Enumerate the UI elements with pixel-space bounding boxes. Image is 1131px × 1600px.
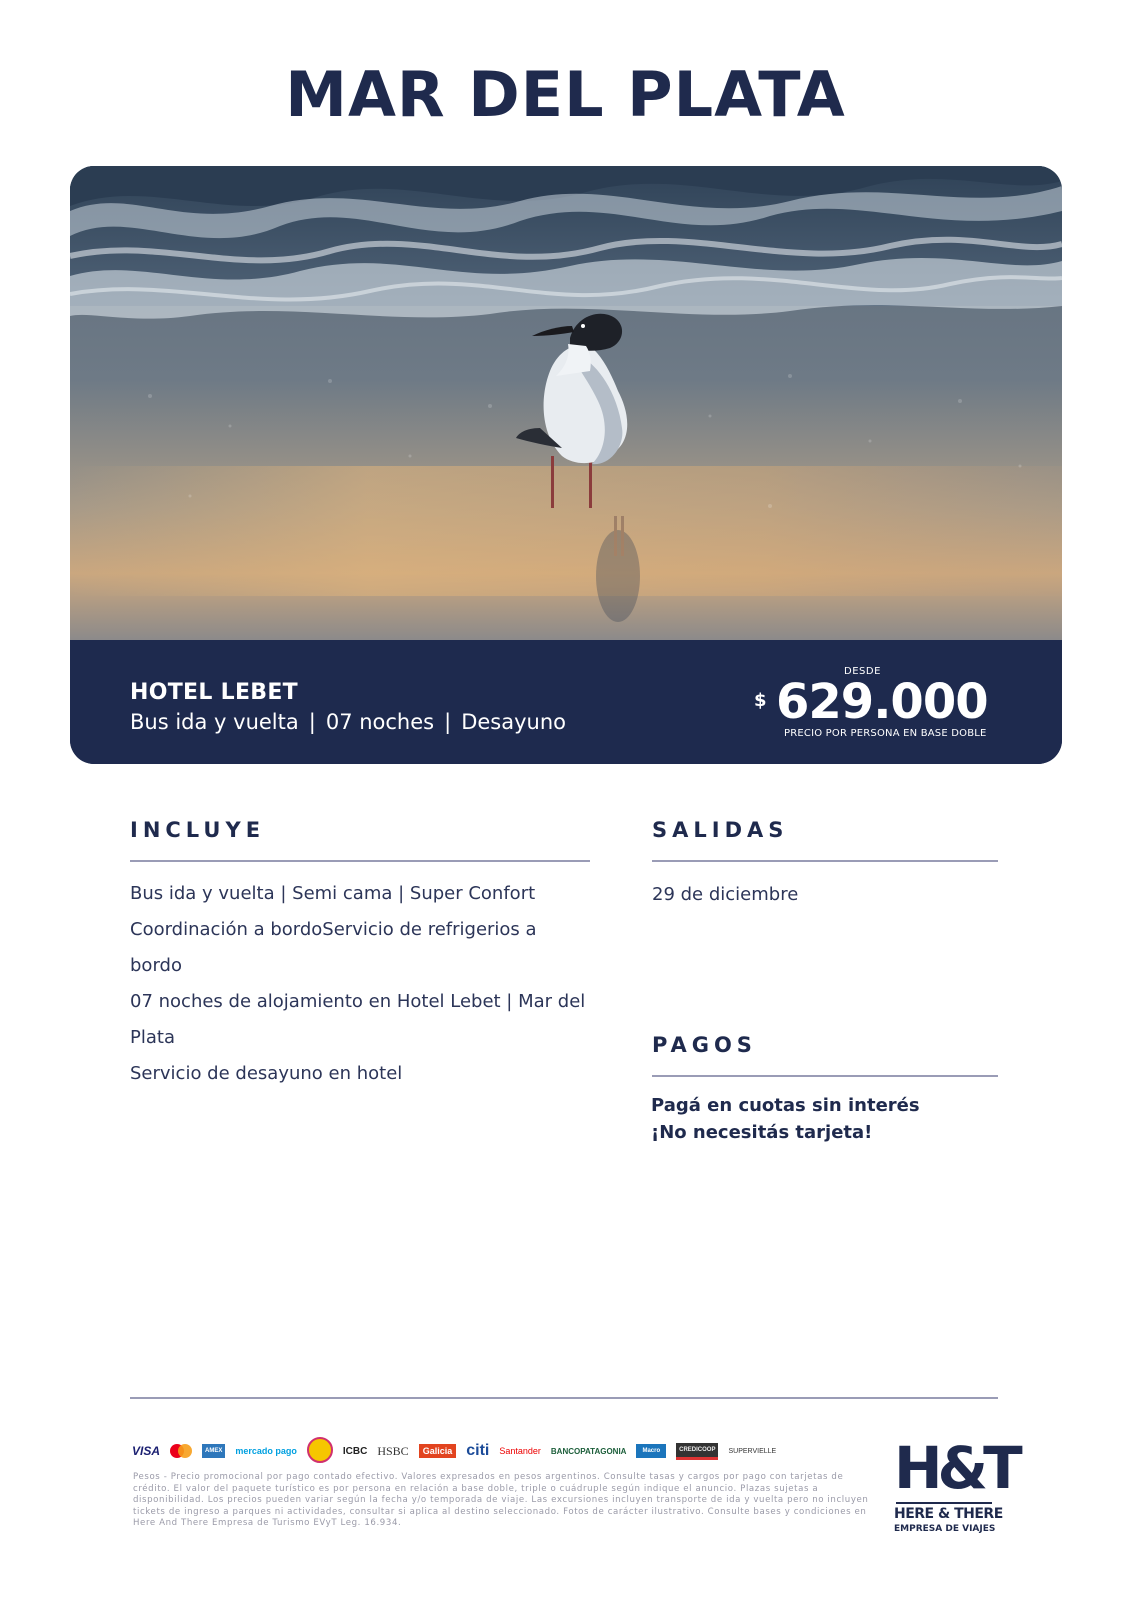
- page-title: MAR DEL PLATA: [285, 58, 846, 131]
- hotel-details: [130, 710, 566, 734]
- salidas-divider: [652, 860, 998, 862]
- citi-logo: citi: [466, 1442, 490, 1459]
- detail-separator: |: [308, 710, 316, 734]
- footer-divider: [130, 1397, 998, 1399]
- salidas-heading: SALIDAS: [652, 818, 789, 842]
- price-note: PRECIO POR PERSONA EN BASE DOBLE: [784, 728, 987, 739]
- amex-logo: AMEX: [202, 1444, 225, 1458]
- payment-logos: [132, 1437, 872, 1465]
- brand-name: HERE & THERE: [894, 1506, 1003, 1522]
- legal-disclaimer: Pesos - Precio promocional por pago contado efectivo. Valores expresados en pesos argentinos. Consulte tasas y cargos por pago con tarjetas de crédito. El valor del paquete turístico es por persona en relación a base doble, triple o cuádruple según indique el anuncio. Plazas sujetas a disponibilidad. Los precios pueden variar según la fecha y/o temporada de viaje. Las excursiones incluyen transporte de ida y vuelta pero no incluyen tickets de ingreso a parques ni actividades, consultar si aplica al destino seleccionado. Fotos de carácter ilustrativo. Consulte bases y condiciones en Here And There Empresa de Turismo EVyT Leg. 16.934.: [133, 1472, 869, 1529]
- brand-logo: [894, 1434, 1018, 1548]
- mastercard-icon: [170, 1444, 192, 1458]
- brand-tagline: EMPRESA DE VIAJES: [894, 1524, 996, 1534]
- credicoop-logo: CREDICOOP: [676, 1443, 718, 1460]
- payment-no-card: ¡No necesitás tarjeta!: [651, 1122, 873, 1143]
- list-item: Bus ida y vuelta | Semi cama | Super Confort: [130, 883, 536, 904]
- price-from-label: DESDE: [844, 666, 881, 677]
- macro-logo: Macro: [636, 1444, 666, 1458]
- price-block: [748, 666, 1008, 756]
- pagos-divider: [652, 1075, 998, 1077]
- incluye-list: [130, 876, 590, 1092]
- supervielle-logo: SUPERVIELLE: [728, 1447, 777, 1455]
- hotel-name: HOTEL LEBET: [130, 680, 298, 705]
- departure-date: 29 de diciembre: [652, 884, 799, 905]
- list-item: Servicio de desayuno en hotel: [130, 1063, 403, 1084]
- mercado-pago-logo: mercado pago: [235, 1445, 297, 1456]
- brand-mark: H&T: [894, 1434, 1018, 1502]
- brand-divider: [896, 1502, 992, 1504]
- pagos-heading: PAGOS: [652, 1033, 757, 1057]
- detail-nights: 07 noches: [325, 710, 435, 734]
- cabal-icon: [307, 1437, 333, 1466]
- hsbc-logo: HSBC: [377, 1443, 409, 1458]
- galicia-logo: Galicia: [419, 1444, 457, 1458]
- banco-patagonia-logo: BANCOPATAGONIA: [550, 1446, 627, 1456]
- payment-installments: Pagá en cuotas sin interés: [651, 1095, 920, 1116]
- icbc-logo: ICBC: [342, 1445, 368, 1457]
- detail-separator: |: [444, 710, 452, 734]
- hero-card: [70, 166, 1062, 764]
- visa-logo: VISA: [132, 1444, 161, 1458]
- incluye-heading: INCLUYE: [130, 818, 266, 842]
- price-amount: 629.000: [776, 674, 988, 730]
- santander-logo: Santander: [499, 1446, 541, 1456]
- offer-band: [70, 640, 1062, 764]
- detail-transport: Bus ida y vuelta: [130, 710, 299, 734]
- payment-info: [651, 1092, 920, 1146]
- price-currency: $: [754, 690, 767, 711]
- detail-meal-plan: Desayuno: [461, 710, 566, 734]
- incluye-divider: [130, 860, 590, 862]
- beach-seagull-photo: [70, 166, 1062, 640]
- list-item: 07 noches de alojamiento en Hotel Lebet | Mar del Plata: [130, 991, 586, 1048]
- list-item: Coordinación a bordoServicio de refrigerios a bordo: [130, 919, 537, 976]
